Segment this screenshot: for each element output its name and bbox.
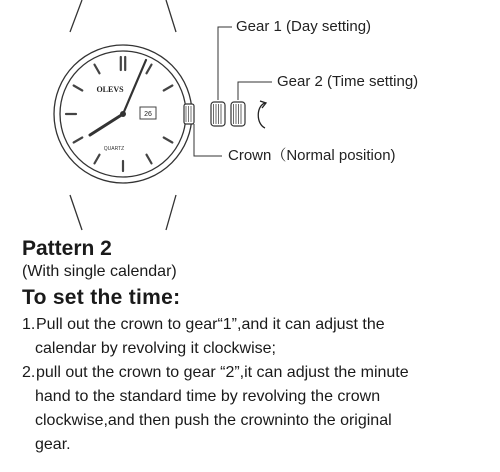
step-number: 1. <box>22 316 36 333</box>
hour-index <box>164 86 173 91</box>
gear2-crown-icon <box>231 102 245 126</box>
crown <box>184 104 194 124</box>
instructions-heading: To set the time: <box>22 286 181 309</box>
step-line: clockwise,and then push the crowninto the original <box>35 412 392 429</box>
callout-lines <box>194 27 272 156</box>
watch-brand: OLEVS <box>96 85 124 94</box>
hour-index <box>164 138 173 143</box>
date-window-value: 26 <box>144 111 152 118</box>
dial-quartz-text: QUARTZ <box>103 146 125 152</box>
pattern-title: Pattern 2 <box>22 237 112 260</box>
gear1-label: Gear 1 (Day setting) <box>236 18 372 35</box>
step-line: pull out the crown to gear “2”,it can adjust the minute <box>36 364 409 381</box>
hour-index <box>147 155 152 164</box>
minute-hand <box>123 60 146 114</box>
step-line: Pull out the crown to gear“1”,and it can adjust the <box>36 316 385 333</box>
step-line: calendar by revolving it clockwise; <box>35 340 276 357</box>
step-line: gear. <box>35 436 71 453</box>
rotate-clockwise-icon <box>258 101 266 128</box>
pattern-subtitle: (With single calendar) <box>22 263 177 280</box>
crown-label: Crown（Normal position) <box>228 147 396 164</box>
hour-index <box>95 65 100 74</box>
hour-index <box>95 155 100 164</box>
hour-index <box>74 86 83 91</box>
step-line: hand to the standard time by revolving the crown <box>35 388 381 405</box>
instruction-step <box>22 313 492 361</box>
hour-hand <box>90 114 123 135</box>
step-number: 2. <box>22 364 36 381</box>
hour-index <box>147 65 152 74</box>
gear2-label: Gear 2 (Time setting) <box>277 73 419 90</box>
gear1-crown-icon <box>211 102 225 126</box>
hour-index <box>74 138 83 143</box>
instruction-step <box>22 361 492 457</box>
